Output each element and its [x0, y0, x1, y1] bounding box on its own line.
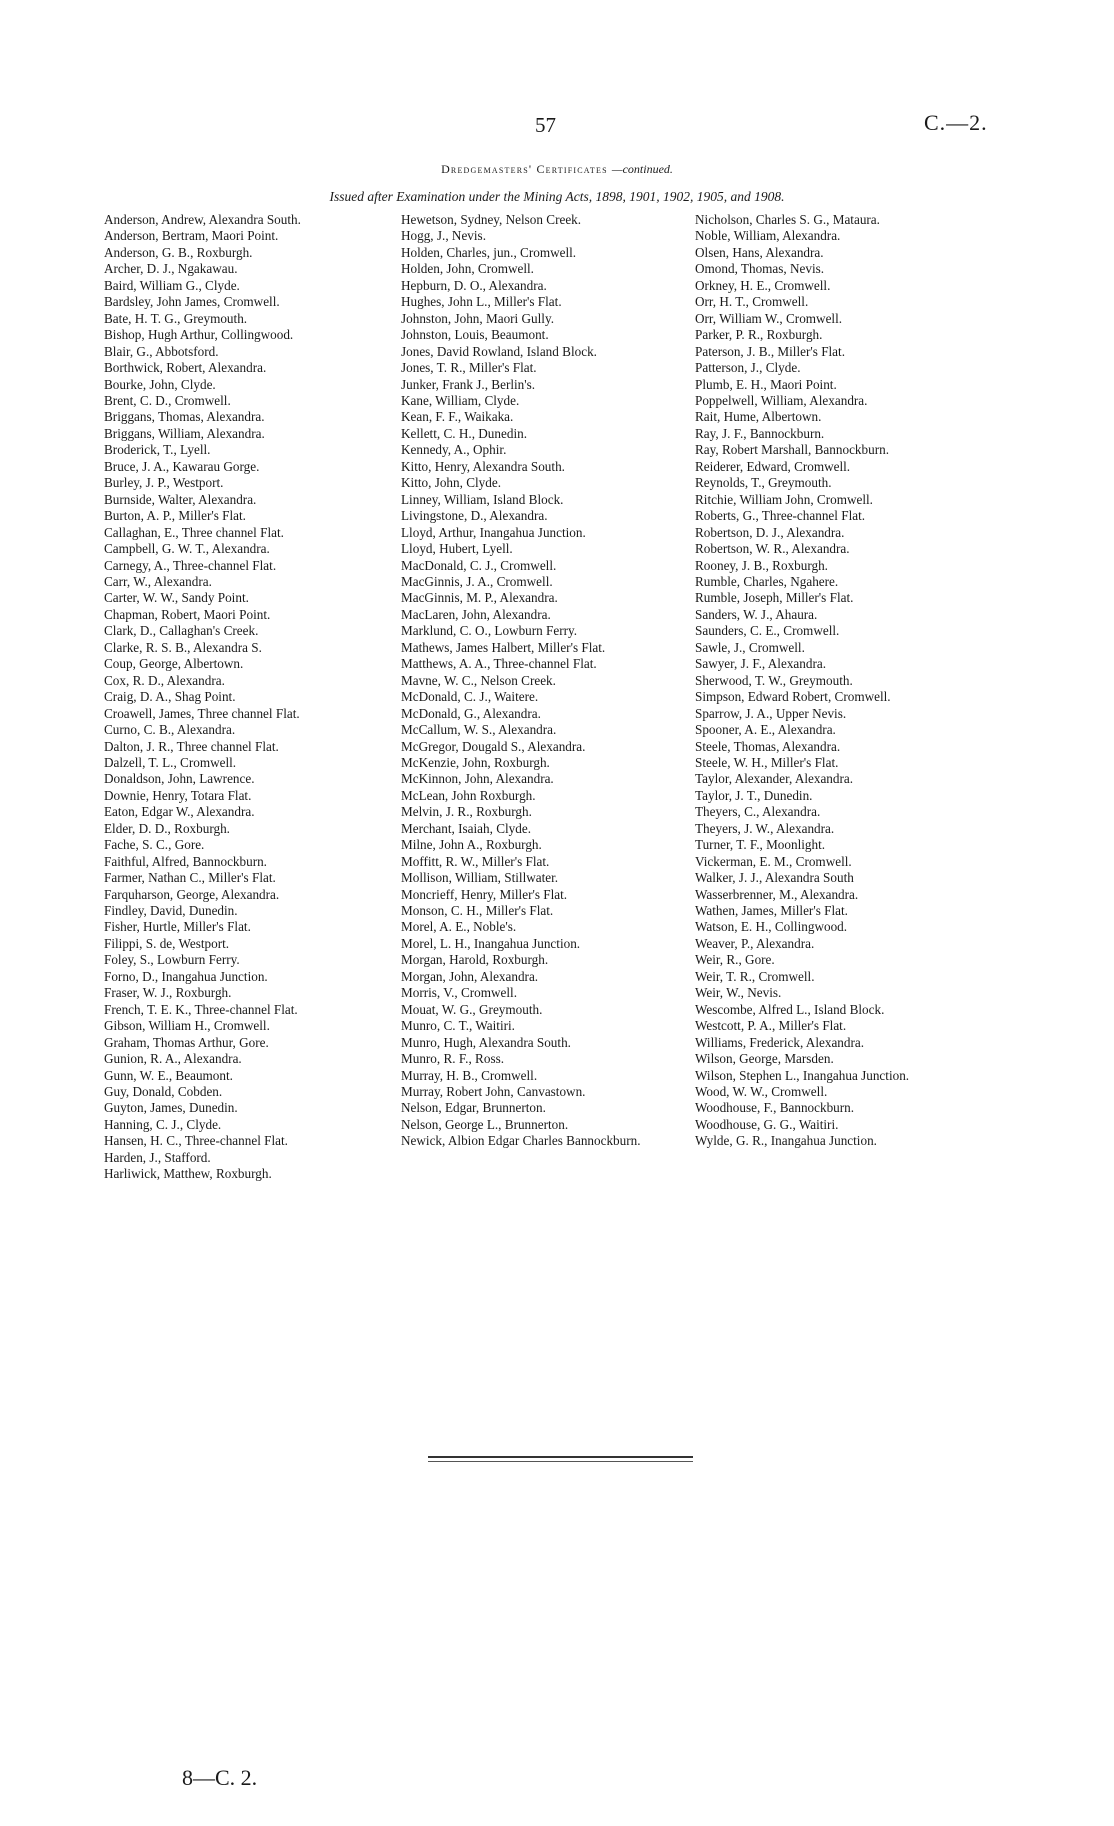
certificate-entry: Hogg, J., Nevis. — [401, 228, 486, 244]
certificate-entry: Walker, J. J., Alexandra South — [695, 870, 854, 886]
certificate-entry: Callaghan, E., Three channel Flat. — [104, 524, 284, 540]
certificate-entry: Hewetson, Sydney, Nelson Creek. — [401, 212, 582, 227]
certificate-entry: Gibson, William H., Cromwell. — [104, 1018, 270, 1034]
certificate-entry: Graham, Thomas Arthur, Gore. — [104, 1034, 269, 1050]
certificate-entry: Westcott, P. A., Miller's Flat. — [695, 1018, 847, 1034]
certificate-entry: Poppelwell, William, Alexandra. — [695, 392, 868, 408]
certificate-entry: MacGinnis, M. P., Alexandra. — [401, 590, 558, 606]
certificate-entry: McDonald, C. J., Waitere. — [401, 689, 539, 705]
certificate-entry: Newick, Albion Edgar Charles Bannockburn. — [401, 1133, 641, 1149]
certificate-entry: Parker, P. R., Roxburgh. — [695, 327, 823, 343]
certificate-entry: Nelson, George L., Brunnerton. — [401, 1116, 569, 1132]
certificate-entry: Hanning, C. J., Clyde. — [104, 1116, 222, 1132]
certificate-entry: Moffitt, R. W., Miller's Flat. — [401, 853, 550, 869]
certificate-entry: Farmer, Nathan C., Miller's Flat. — [104, 870, 276, 886]
certificate-entry: Carr, W., Alexandra. — [104, 573, 212, 589]
certificate-entry: Sherwood, T. W., Greymouth. — [695, 672, 853, 688]
certificate-entry: Simpson, Edward Robert, Cromwell. — [695, 689, 891, 705]
certificate-entry: Holden, Charles, jun., Cromwell. — [401, 244, 577, 260]
certificate-entry: Kane, William, Clyde. — [401, 392, 520, 408]
certificate-entry: Woodhouse, G. G., Waitiri. — [695, 1116, 839, 1132]
certificate-entry: Wood, W. W., Cromwell. — [695, 1084, 828, 1100]
certificate-entry: Ray, J. F., Bannockburn. — [695, 425, 825, 441]
certificate-entry: Guyton, James, Dunedin. — [104, 1100, 238, 1116]
certificate-entry: Milne, John A., Roxburgh. — [401, 837, 542, 853]
certificate-entry: Nelson, Edgar, Brunnerton. — [401, 1100, 546, 1116]
certificate-entry: Faithful, Alfred, Bannockburn. — [104, 853, 267, 869]
certificate-entry: Kennedy, A., Ophir. — [401, 442, 507, 458]
certificate-entry: Fache, S. C., Gore. — [104, 837, 205, 853]
certificate-entry: Carnegy, A., Three-channel Flat. — [104, 557, 277, 573]
certificate-entry: Linney, William, Island Block. — [401, 491, 564, 507]
certificate-entry: Hughes, John L., Miller's Flat. — [401, 294, 562, 310]
certificate-entry: Croawell, James, Three channel Flat. — [104, 705, 300, 721]
certificate-entry: Anderson, Andrew, Alexandra South. — [104, 212, 301, 227]
certificate-entry: Morel, A. E., Noble's. — [401, 919, 517, 935]
certificate-entry: Kean, F. F., Waikaka. — [401, 409, 514, 425]
certificate-entry: Blair, G., Abbotsford. — [104, 343, 219, 359]
certificate-entry: Steele, Thomas, Alexandra. — [695, 738, 841, 754]
certificate-entry: Carter, W. W., Sandy Point. — [104, 590, 249, 606]
certificate-entry: Elder, D. D., Roxburgh. — [104, 820, 230, 836]
certificate-entry: Donaldson, John, Lawrence. — [104, 771, 255, 787]
certificate-entry: Lloyd, Hubert, Lyell. — [401, 541, 513, 557]
certificate-entry: Wathen, James, Miller's Flat. — [695, 903, 848, 919]
certificate-entry: Johnston, John, Maori Gully. — [401, 310, 555, 326]
certificate-entry: Paterson, J. B., Miller's Flat. — [695, 343, 846, 359]
name-column-1 — [104, 212, 394, 1183]
certificate-entry: Weir, R., Gore. — [695, 952, 775, 968]
certificate-entry: Clarke, R. S. B., Alexandra S. — [104, 639, 262, 655]
certificate-entry: Jones, David Rowland, Island Block. — [401, 343, 597, 359]
certificate-entry: Morgan, Harold, Roxburgh. — [401, 952, 549, 968]
certificate-entry: Burton, A. P., Miller's Flat. — [104, 508, 246, 524]
certificate-entry: Campbell, G. W. T., Alexandra. — [104, 541, 270, 557]
certificate-entry: Monson, C. H., Miller's Flat. — [401, 903, 554, 919]
certificate-entry: Bourke, John, Clyde. — [104, 376, 216, 392]
certificate-entry: Fraser, W. J., Roxburgh. — [104, 985, 232, 1001]
certificate-entry: Brent, C. D., Cromwell. — [104, 392, 231, 408]
certificate-entry: Orkney, H. E., Cromwell. — [695, 277, 831, 293]
certificate-entry: Bruce, J. A., Kawarau Gorge. — [104, 458, 260, 474]
certificate-entry: Reynolds, T., Greymouth. — [695, 475, 832, 491]
divider-rule-thin — [428, 1461, 693, 1462]
certificate-entry: Downie, Henry, Totara Flat. — [104, 787, 252, 803]
certificate-entry: Taylor, Alexander, Alexandra. — [695, 771, 854, 787]
certificate-entry: Vickerman, E. M., Cromwell. — [695, 853, 852, 869]
certificate-entry: Ray, Robert Marshall, Bannockburn. — [695, 442, 889, 458]
certificate-entry: Livingstone, D., Alexandra. — [401, 508, 548, 524]
certificate-entry: Spooner, A. E., Alexandra. — [695, 722, 836, 738]
certificate-entry: Coup, George, Albertown. — [104, 656, 244, 672]
certificate-entry: Anderson, G. B., Roxburgh. — [104, 244, 253, 260]
certificate-entry: Bardsley, John James, Cromwell. — [104, 294, 280, 310]
certificate-entry: Nicholson, Charles S. G., Mataura. — [695, 212, 880, 227]
name-column-3 — [695, 212, 995, 1150]
certificate-entry: Watson, E. H., Collingwood. — [695, 919, 848, 935]
section-title-text: Dredgemasters' Certificates — [441, 162, 608, 176]
certificate-entry: Omond, Thomas, Nevis. — [695, 261, 825, 277]
certificate-entry: Chapman, Robert, Maori Point. — [104, 606, 271, 622]
certificate-entry: Munro, R. F., Ross. — [401, 1051, 505, 1067]
certificate-entry: Munro, C. T., Waitiri. — [401, 1018, 515, 1034]
certificate-entry: Matthews, A. A., Three-channel Flat. — [401, 656, 597, 672]
certificate-entry: Junker, Frank J., Berlin's. — [401, 376, 536, 392]
certificate-entry: Johnston, Louis, Beaumont. — [401, 327, 549, 343]
name-column-2 — [401, 212, 691, 1150]
certificate-entry: Taylor, J. T., Dunedin. — [695, 787, 813, 803]
certificate-entry: Moncrieff, Henry, Miller's Flat. — [401, 886, 568, 902]
certificate-entry: Roberts, G., Three-channel Flat. — [695, 508, 866, 524]
certificate-entry: Curno, C. B., Alexandra. — [104, 722, 236, 738]
certificate-entry: Robertson, W. R., Alexandra. — [695, 541, 850, 557]
certificate-entry: Rumble, Joseph, Miller's Flat. — [695, 590, 854, 606]
certificate-entry: Wylde, G. R., Inangahua Junction. — [695, 1133, 877, 1149]
certificate-entry: Morgan, John, Alexandra. — [401, 968, 539, 984]
certificate-entry: Dalzell, T. L., Cromwell. — [104, 754, 237, 770]
certificate-entry: Weir, T. R., Cromwell. — [695, 968, 815, 984]
certificate-entry: Noble, William, Alexandra. — [695, 228, 841, 244]
certificate-entry: Saunders, C. E., Cromwell. — [695, 623, 840, 639]
certificate-entry: McCallum, W. S., Alexandra. — [401, 722, 557, 738]
certificate-entry: Mollison, William, Stillwater. — [401, 870, 559, 886]
footer-code: 8—C. 2. — [182, 1765, 258, 1790]
certificate-entry: Williams, Frederick, Alexandra. — [695, 1034, 865, 1050]
certificate-entry: Briggans, Thomas, Alexandra. — [104, 409, 265, 425]
page-number: 57 — [535, 113, 556, 137]
certificate-entry: Mouat, W. G., Greymouth. — [401, 1001, 543, 1017]
section-title-continued: —continued. — [611, 162, 673, 176]
certificate-entry: Melvin, J. R., Roxburgh. — [401, 804, 532, 820]
certificate-entry: Wescombe, Alfred L., Island Block. — [695, 1001, 885, 1017]
certificate-entry: Rumble, Charles, Ngahere. — [695, 573, 839, 589]
certificate-entry: Sawle, J., Cromwell. — [695, 639, 805, 655]
certificate-entry: Patterson, J., Clyde. — [695, 360, 801, 376]
certificate-entry: Fisher, Hurtle, Miller's Flat. — [104, 919, 251, 935]
certificate-entry: Reiderer, Edward, Cromwell. — [695, 458, 851, 474]
certificate-entry: Wasserbrenner, M., Alexandra. — [695, 886, 859, 902]
section-title — [0, 162, 1114, 177]
certificate-entry: French, T. E. K., Three-channel Flat. — [104, 1001, 298, 1017]
certificate-entry: Cox, R. D., Alexandra. — [104, 672, 225, 688]
certificate-entry: Marklund, C. O., Lowburn Ferry. — [401, 623, 578, 639]
certificate-entry: Rooney, J. B., Roxburgh. — [695, 557, 828, 573]
certificate-entry: Kellett, C. H., Dunedin. — [401, 425, 527, 441]
certificate-entry: Harden, J., Stafford. — [104, 1149, 211, 1165]
certificate-entry: Rait, Hume, Albertown. — [695, 409, 822, 425]
certificate-entry: Burnside, Walter, Alexandra. — [104, 491, 257, 507]
certificate-entry: McLean, John Roxburgh. — [401, 787, 536, 803]
certificate-entry: Orr, H. T., Cromwell. — [695, 294, 809, 310]
certificate-entry: Hansen, H. C., Three-channel Flat. — [104, 1133, 288, 1149]
divider-rule — [428, 1456, 693, 1458]
certificate-entry: Dalton, J. R., Three channel Flat. — [104, 738, 279, 754]
certificate-entry: Clark, D., Callaghan's Creek. — [104, 623, 259, 639]
certificate-entry: Hepburn, D. O., Alexandra. — [401, 277, 547, 293]
certificate-entry: Sanders, W. J., Ahaura. — [695, 606, 818, 622]
certificate-entry: Weaver, P., Alexandra. — [695, 935, 815, 951]
certificate-entry: Murray, Robert John, Canvastown. — [401, 1084, 586, 1100]
certificate-entry: Lloyd, Arthur, Inangahua Junction. — [401, 524, 586, 540]
certificate-entry: Murray, H. B., Cromwell. — [401, 1067, 538, 1083]
certificate-entry: Robertson, D. J., Alexandra. — [695, 524, 845, 540]
certificate-entry: Wilson, George, Marsden. — [695, 1051, 834, 1067]
certificate-entry: Mathews, James Halbert, Miller's Flat. — [401, 639, 606, 655]
certificate-entry: Sparrow, J. A., Upper Nevis. — [695, 705, 847, 721]
certificate-entry: MacLaren, John, Alexandra. — [401, 606, 551, 622]
certificate-entry: Plumb, E. H., Maori Point. — [695, 376, 837, 392]
certificate-entry: Theyers, J. W., Alexandra. — [695, 820, 835, 836]
certificate-entry: Weir, W., Nevis. — [695, 985, 782, 1001]
certificate-entry: Orr, William W., Cromwell. — [695, 310, 843, 326]
certificate-entry: MacDonald, C. J., Cromwell. — [401, 557, 557, 573]
certificate-entry: Harliwick, Matthew, Roxburgh. — [104, 1166, 272, 1182]
certificate-entry: Forno, D., Inangahua Junction. — [104, 968, 268, 984]
certificate-entry: Burley, J. P., Westport. — [104, 475, 224, 491]
certificate-entry: Bishop, Hugh Arthur, Collingwood. — [104, 327, 294, 343]
certificate-entry: Mavne, W. C., Nelson Creek. — [401, 672, 556, 688]
certificate-entry: MacGinnis, J. A., Cromwell. — [401, 573, 553, 589]
document-code: C.—2. — [924, 110, 988, 135]
certificate-entry: Gunion, R. A., Alexandra. — [104, 1051, 242, 1067]
certificate-entry: Holden, John, Cromwell. — [401, 261, 534, 277]
subtitle: Issued after Examination under the Mining Acts, 1898, 1901, 1902, 1905, and 1908. — [329, 189, 785, 204]
certificate-entry: Guy, Donald, Cobden. — [104, 1084, 223, 1100]
certificate-entry: Kitto, Henry, Alexandra South. — [401, 458, 565, 474]
certificate-entry: Theyers, C., Alexandra. — [695, 804, 821, 820]
certificate-entry: McKinnon, John, Alexandra. — [401, 771, 554, 787]
certificate-entry: Eaton, Edgar W., Alexandra. — [104, 804, 255, 820]
certificate-entry: Briggans, William, Alexandra. — [104, 425, 265, 441]
certificate-entry: Foley, S., Lowburn Ferry. — [104, 952, 240, 968]
certificate-entry: Steele, W. H., Miller's Flat. — [695, 754, 839, 770]
certificate-entry: Baird, William G., Clyde. — [104, 277, 240, 293]
certificate-entry: McDonald, G., Alexandra. — [401, 705, 541, 721]
certificate-entry: Olsen, Hans, Alexandra. — [695, 244, 824, 260]
certificate-entry: Munro, Hugh, Alexandra South. — [401, 1034, 571, 1050]
certificate-entry: McGregor, Dougald S., Alexandra. — [401, 738, 586, 754]
certificate-entry: Woodhouse, F., Bannockburn. — [695, 1100, 855, 1116]
certificate-entry: Findley, David, Dunedin. — [104, 903, 238, 919]
certificate-entry: Craig, D. A., Shag Point. — [104, 689, 236, 705]
certificate-entry: Merchant, Isaiah, Clyde. — [401, 820, 532, 836]
certificate-entry: Wilson, Stephen L., Inangahua Junction. — [695, 1067, 910, 1083]
certificate-entry: Jones, T. R., Miller's Flat. — [401, 360, 537, 376]
certificate-entry: Archer, D. J., Ngakawau. — [104, 261, 238, 277]
certificate-entry: Morel, L. H., Inangahua Junction. — [401, 935, 581, 951]
certificate-entry: Turner, T. F., Moonlight. — [695, 837, 826, 853]
certificate-entry: Kitto, John, Clyde. — [401, 475, 502, 491]
certificate-entry: Bate, H. T. G., Greymouth. — [104, 310, 248, 326]
certificate-entry: Farquharson, George, Alexandra. — [104, 886, 280, 902]
certificate-entry: Sawyer, J. F., Alexandra. — [695, 656, 826, 672]
certificate-entry: Filippi, S. de, Westport. — [104, 935, 230, 951]
certificate-entry: McKenzie, John, Roxburgh. — [401, 754, 550, 770]
certificate-entry: Borthwick, Robert, Alexandra. — [104, 360, 267, 376]
certificate-entry: Ritchie, William John, Cromwell. — [695, 491, 873, 507]
certificate-entry: Anderson, Bertram, Maori Point. — [104, 228, 279, 244]
certificate-entry: Broderick, T., Lyell. — [104, 442, 211, 458]
certificate-entry: Gunn, W. E., Beaumont. — [104, 1067, 233, 1083]
certificate-entry: Morris, V., Cromwell. — [401, 985, 518, 1001]
